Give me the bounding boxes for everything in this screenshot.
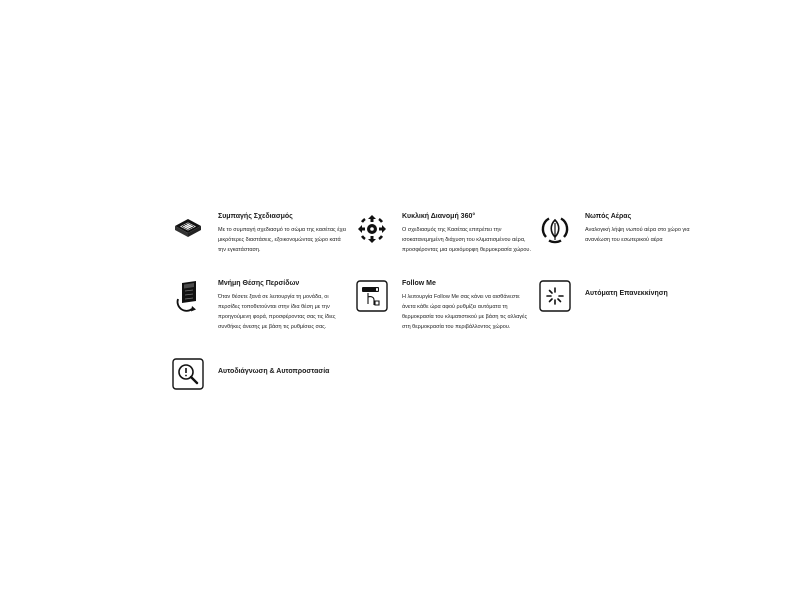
feature-title: Αυτόματη Επανεκκίνηση (585, 290, 668, 297)
feature-title: Συμπαγής Σχεδιασμός (218, 213, 293, 220)
circular-airflow-icon (355, 212, 389, 246)
self-diagnosis-icon (171, 357, 205, 391)
feature-title: Μνήμη Θέσης Περσίδων (218, 280, 300, 287)
auto-restart-icon (538, 279, 572, 313)
remote-control-hand-icon (355, 279, 389, 313)
feature-title: Αυτοδιάγνωση & Αυτοπροστασία (218, 368, 330, 375)
louver-memory-icon (171, 279, 205, 313)
feature-description: Με το συμπαγή σχεδιασμό το σώμα της κασέτας έχει μικρότερες διαστάσεις, εξοικονομώντας χώρο κατά την εγκατάσταση. (218, 227, 347, 253)
feature-360-distribution (355, 212, 532, 255)
feature-title: Follow Me (402, 280, 436, 287)
feature-self-diagnosis (171, 357, 378, 391)
feature-description: Η λειτουργία Follow Me σας κάνει να αισθάνεστε άνετα κάθε ώρα αφού ρυθμίζει αυτόματα τη θερμοκρασία του κλιματιστικού με βάση τις αλλαγές στη θερμοκρασία του περιβάλλοντος χώρου. (402, 294, 528, 330)
feature-description: Όταν θέσετε ξανά σε λειτουργία τη μονάδα, οι περσίδες τοποθετούνται στην ίδια θέση με την προηγούμενη φορά, προσφέροντας σας τις ίδιες συνθήκες άνεσης με βάση τις ρυθμίσεις σας. (218, 294, 336, 330)
feature-title: Νωπός Αέρας (585, 213, 632, 220)
fresh-air-leaf-icon (538, 212, 572, 246)
feature-louver-memory (171, 279, 348, 332)
feature-description: Αναλογική λήψη νωπού αέρα στο χώρο για ανανέωση του εσωτερικού αέρα (585, 227, 690, 243)
feature-fresh-air (538, 212, 715, 246)
feature-compact-design (171, 212, 348, 255)
feature-description: Ο σχεδιασμός της Κασέτας επιτρέπει την ισοκατανεμημένη διάχυση του κλιματισμένου αέρα, προσφέροντας μια ομοιόμορφη θερμοκρασία χώρου. (402, 227, 531, 253)
feature-follow-me (355, 279, 532, 332)
feature-auto-restart (538, 279, 715, 313)
feature-title: Κυκλική Διανομή 360° (402, 213, 476, 220)
ceiling-cassette-icon (171, 212, 205, 246)
